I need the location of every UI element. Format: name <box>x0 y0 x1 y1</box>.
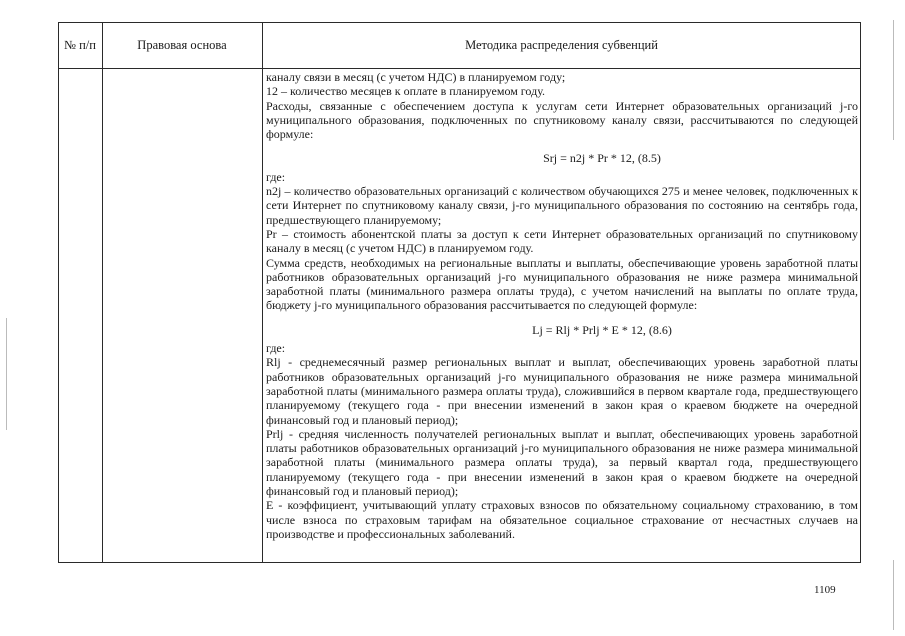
text-paragraph: Сумма средств, необходимых на региональные выплаты и выплаты, обеспечивающие уровень заработной платы работников образовательных организаций j-го муниципального образования не ниже размера минимальной заработной платы (минимального размера оплаты труда), с учетом начислений на выплаты по оплате труда, бюджету j-го муниципального образования рассчитывается по следующей формуле: <box>266 255 858 313</box>
text-paragraph: E - коэффициент, учитывающий уплату страховых взносов по обязательному социальному страхованию, в том числе взноса по страховым тарифам на обязательное социальное страхование от несчастных случаев на производстве и профессиональных заболеваний. <box>266 498 858 541</box>
text-paragraph: Расходы, связанные с обеспечением доступа к услугам сети Интернет образовательных организаций j-го муниципального образования, подключенных по спутниковому каналу связи, рассчитываются по следующей формуле: <box>266 98 858 142</box>
header-divider <box>58 68 861 69</box>
text-paragraph: Pr – стоимость абонентской платы за доступ к сети Интернет образовательных организаций по спутниковому каналу в месяц (с учетом НДС) в планируемом году. <box>266 226 858 256</box>
page-number: 1109 <box>814 584 836 596</box>
header-methodology: Методика распределения субвенций <box>465 38 658 52</box>
column-divider <box>262 22 263 563</box>
text-paragraph: Rlj - среднемесячный размер региональных выплат и выплат, обеспечивающих уровень заработной платы работников образовательных организаций j-го муниципального образования не ниже размера минимальной заработной платы (минимального размера оплаты труда), сложившийся в первом квартале года, предшествующего планируемому (текущего года - при внесении изменений в закон края о краевом бюджете на очередной финансовый год и плановый период); <box>266 355 858 427</box>
formula-8-5: Srj = n2j * Pr * 12, (8.5) <box>543 151 661 166</box>
where-label: где: <box>266 169 286 184</box>
methodology-cell <box>266 70 858 541</box>
header-legal-basis: Правовая основа <box>137 38 227 52</box>
where-label: где: <box>266 341 286 356</box>
header-number: № п/п <box>64 38 96 52</box>
text-paragraph: Prlj - средняя численность получателей региональных выплат и выплат, обеспечивающих уровень заработной платы работников образовательных организаций j-го муниципального образования не ниже размера минимальной заработной платы (минимального размера оплаты труда), за первый квартал года, предшествующего планируемому (текущего года - при внесении изменений в закон края о краевом бюджете на очередной финансовый год и плановый период); <box>266 426 858 499</box>
text-paragraph: 12 – количество месяцев к оплате в планируемом году. <box>266 84 545 99</box>
text-paragraph: каналу связи в месяц (с учетом НДС) в планируемом году; <box>266 70 566 84</box>
scan-artifact <box>893 560 894 630</box>
scan-artifact <box>6 318 7 430</box>
text-paragraph: n2j – количество образовательных организаций с количеством обучающихся 275 и менее человек, подключенных к сети Интернет по спутниковому каналу связи, j-го муниципального образования по состоянию на сентябрь года, предшествующего планируемому; <box>266 184 858 227</box>
column-divider <box>102 22 103 563</box>
formula-8-6: Lj = Rlj * Prlj * E * 12, (8.6) <box>532 322 672 337</box>
scan-artifact <box>893 20 894 140</box>
